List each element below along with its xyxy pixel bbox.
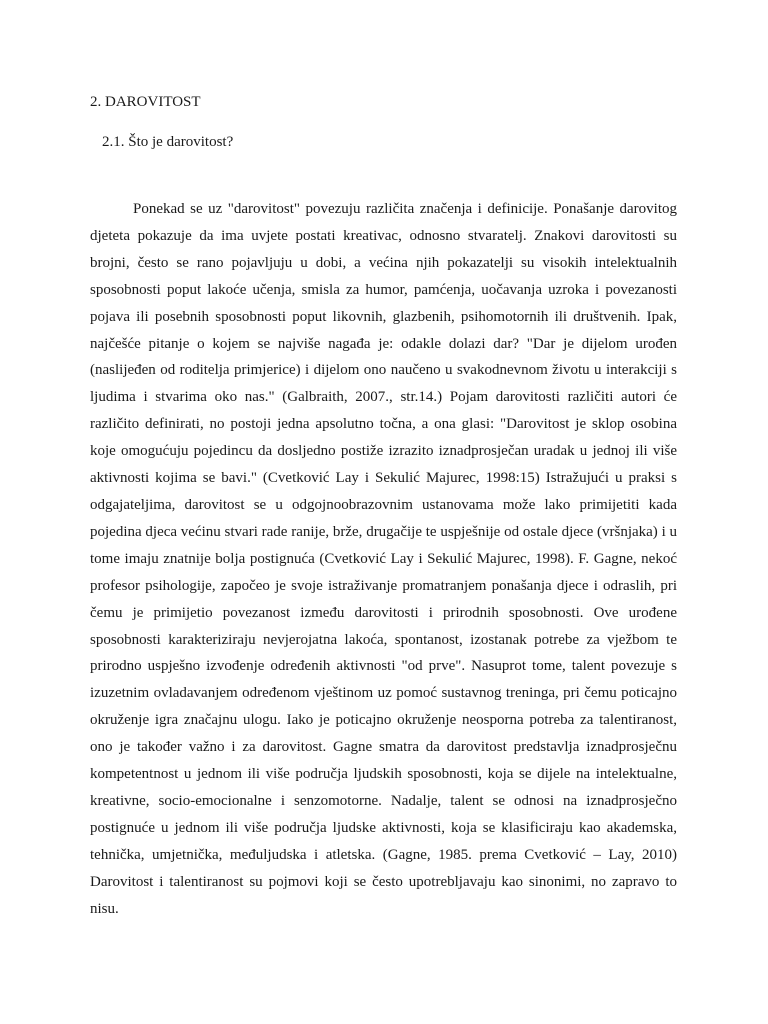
body-paragraph: Ponekad se uz "darovitost" povezuju različita značenja i definicije. Ponašanje darovitog djeteta pokazuje da ima uvjete postati kreativac, odnosno stvaratelj. Znakovi darovitosti su brojni, često se rano pojavljuju u dobi, a većina njih pokazatelji su visokih intelektualnih sposobnosti poput lakoće učenja, smisla za humor, pamćenja, uočavanja uzroka i povezanosti pojava ili posebnih sposobnosti poput likovnih, glazbenih, psihomotornih ili društvenih. Ipak, najčešće pitanje o kojem se najviše nagađa je: odakle dolazi dar? "Dar je dijelom urođen (naslijeđen od roditelja primjerice) i dijelom ono naučeno u svakodnevnom životu u interakciji s ljudima i stvarima oko nas." (Galbraith, 2007., str.14.) Pojam darovitosti različiti autori će različito definirati, no postoji jedna apsolutno točna, a ona glasi: "Darovitost je sklop osobina koje omogućuju pojedincu da dosljedno postiže izrazito iznadprosječan uradak u jednoj ili više aktivnosti kojima se bavi." (Cvetković Lay i Sekulić Majurec, 1998:15) Istražujući u praksi s odgajateljima, darovitost se u odgojnoobrazovnim ustanovama može lako primijetiti kada pojedina djeca većinu stvari rade ranije, brže, drugačije te uspješnije od ostale djece (vršnjaka) i u tome imaju znatnije bolja postignuća (Cvetković Lay i Sekulić Majurec, 1998). F. Gagne, nekoć profesor psihologije, započeo je svoje istraživanje promatranjem ponašanja djece i odraslih, pri čemu je primijetio povezanost između darovitosti i prirodnih sposobnosti. Ove urođene sposobnosti karakteriziraju nevjerojatna lakoća, spontanost, izostanak potrebe za vježbom te prirodno uspješno izvođenje određenih aktivnosti "od prve". Nasuprot tome, talent povezuje s izuzetnim ovladavanjem određenom vještinom uz pomoć sustavnog treninga, pri čemu poticajno okruženje igra značajnu ulogu. Iako je poticajno okruženje neosporna potreba za talentiranost, ono je također važno i za darovitost. Gagne smatra da darovitost predstavlja iznadprosječnu kompetentnost u jednom ili više područja ljudskih sposobnosti, koja se dijele na intelektualne, kreativne, socio-emocionalne i senzomotorne. Nadalje, talent se odnosi na iznadprosječno postignuće u jednom ili više područja ljudske aktivnosti, koja se klasificiraju kao akademska, tehnička, umjetnička, međuljudska i atletska. (Gagne, 1985. prema Cvetković – Lay, 2010) Darovitost i talentiranost su pojmovi koji se često upotrebljavaju kao sinonimi, no zapravo to nisu. bbox=[90, 201, 677, 917]
subsection-heading: 2.1. Što je darovitost? bbox=[102, 134, 234, 150]
section-heading: 2. DAROVITOST bbox=[90, 94, 201, 110]
